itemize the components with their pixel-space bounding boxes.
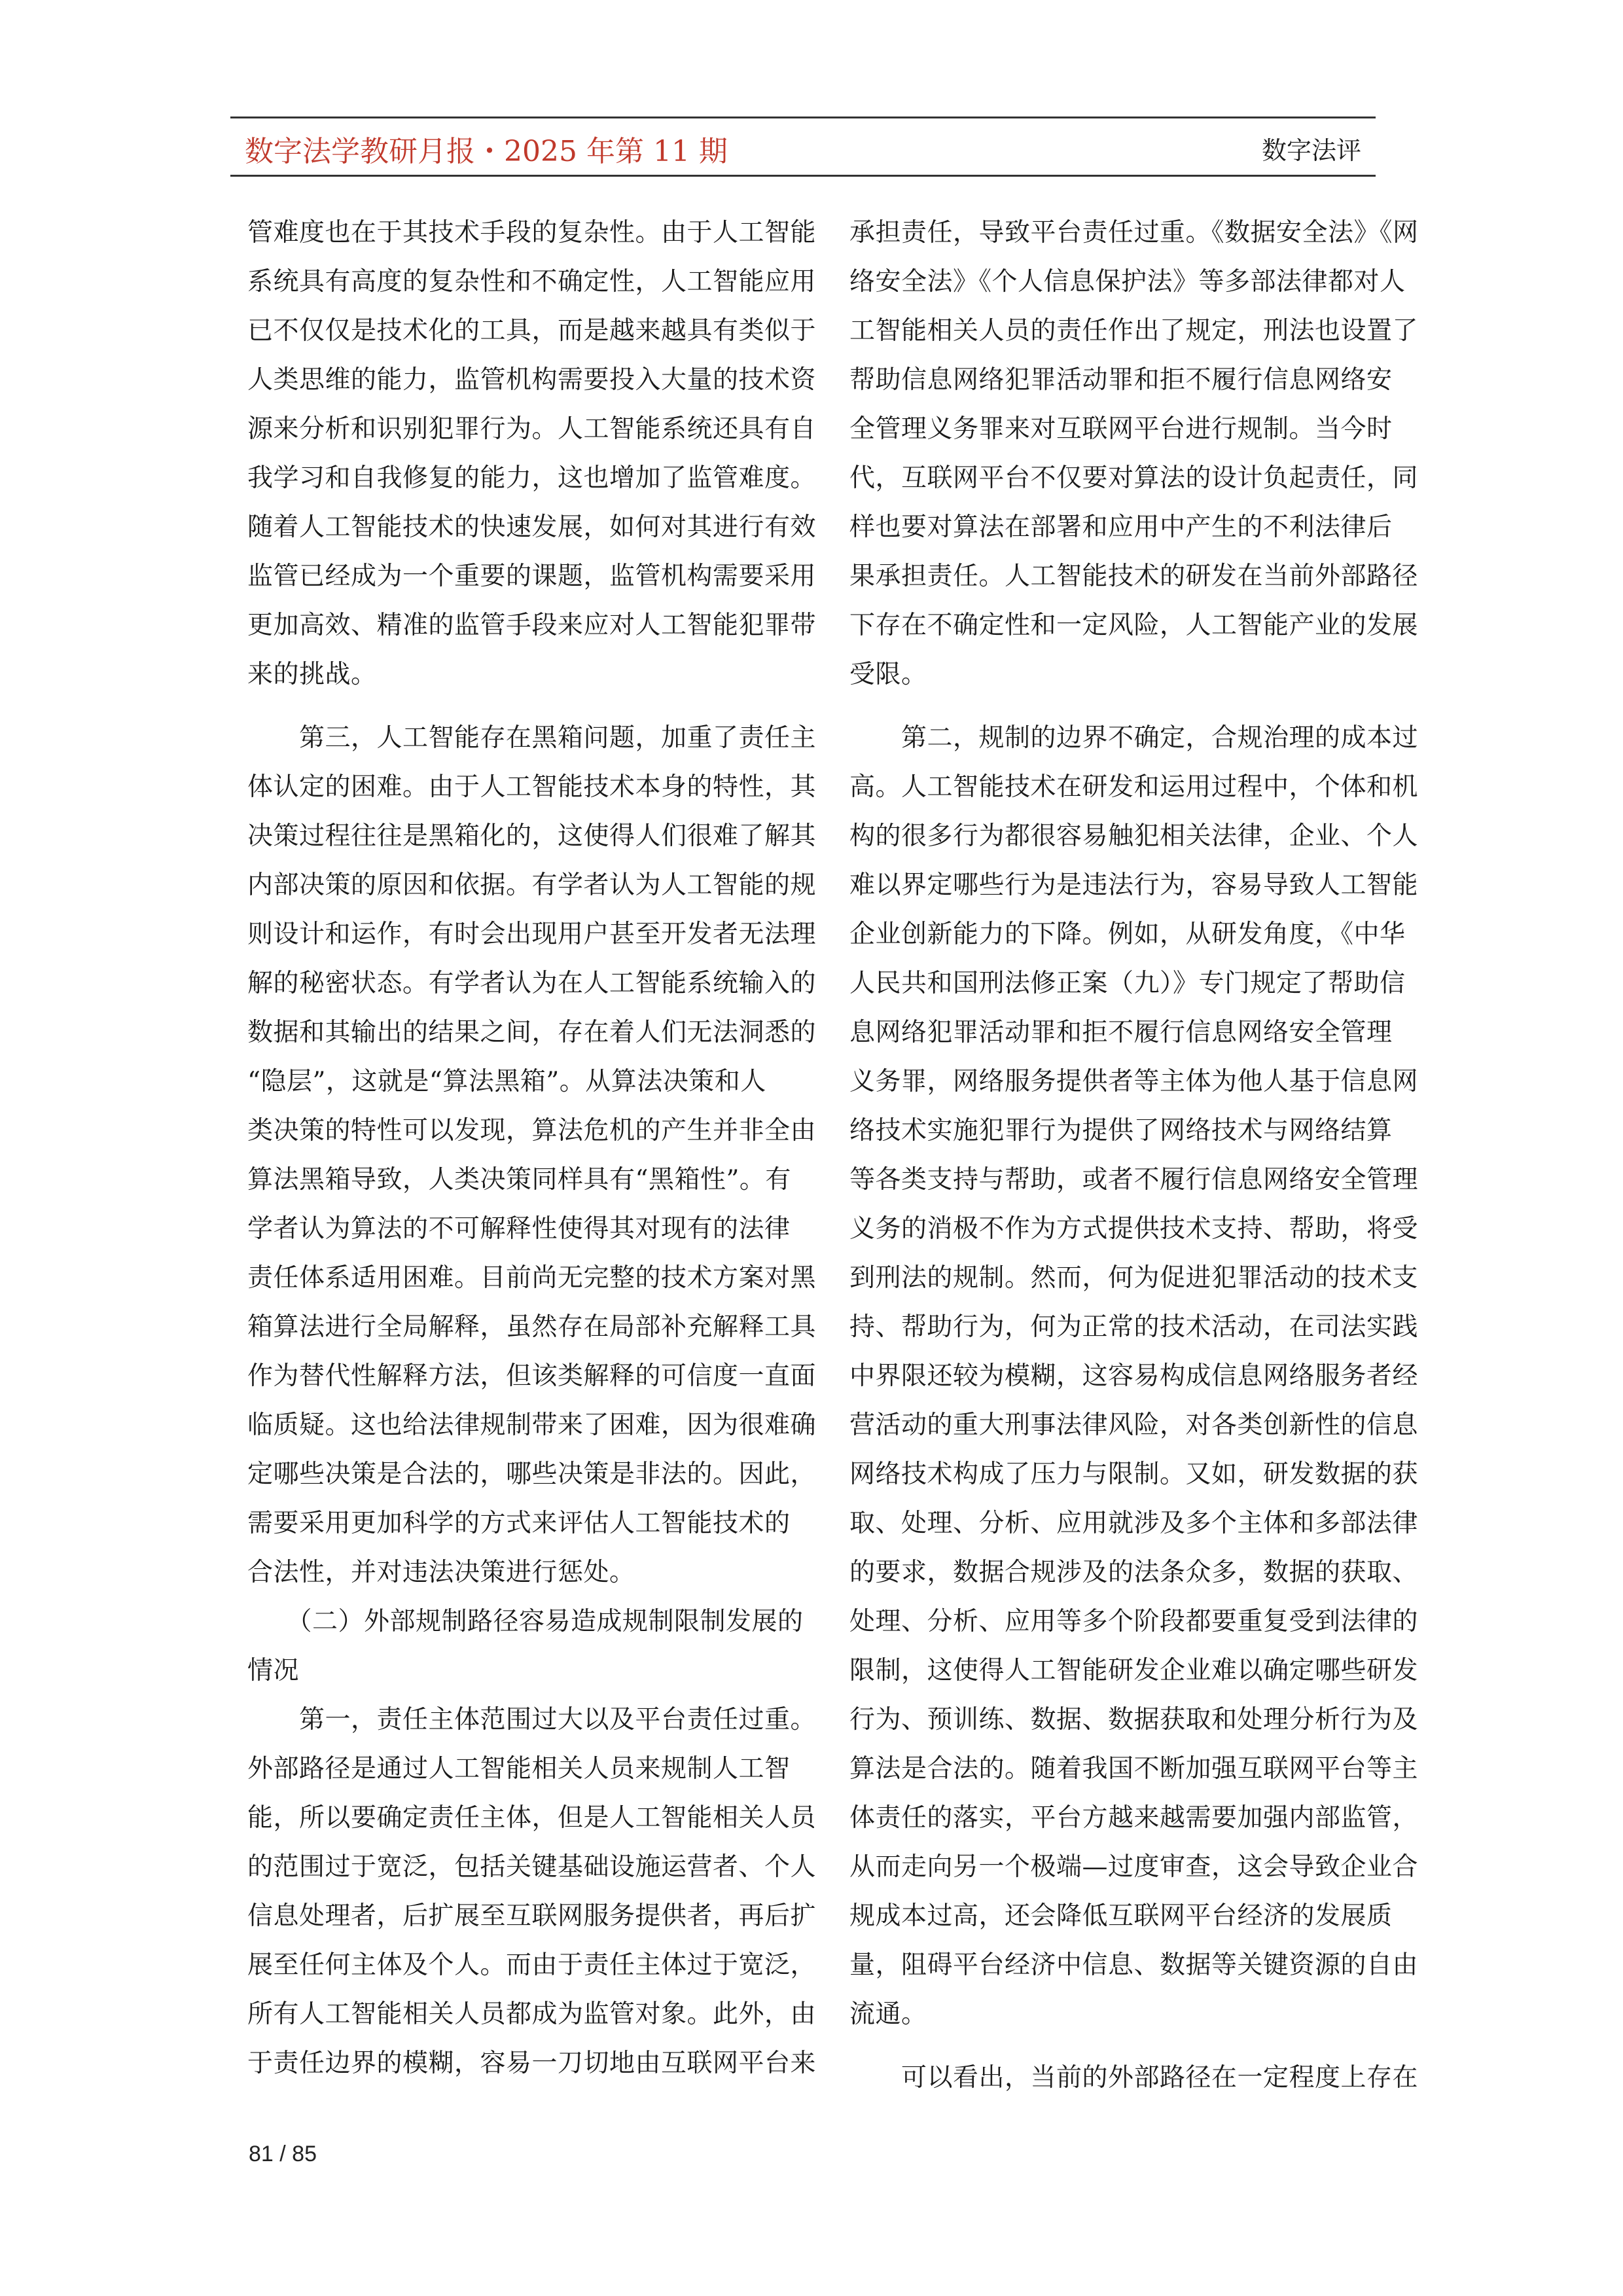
- text-line: 的范围过于宽泛，包括关键基础设施运营者、个人: [247, 1852, 817, 1882]
- text-line: 络技术实施犯罪行为提供了网络技术与网络结算: [849, 1116, 1393, 1145]
- text-line: 体认定的困难。由于人工智能技术本身的特性，其: [247, 772, 817, 802]
- text-line: 企业创新能力的下降。例如，从研发角度，《中华: [849, 920, 1406, 949]
- text-line: 临质疑。这也给法律规制带来了困难，因为很难确: [247, 1410, 817, 1440]
- paragraph-gap: [849, 2039, 1400, 2053]
- text-line: 解的秘密状态。有学者认为在人工智能系统输入的: [247, 969, 817, 998]
- text-line: 类决策的特性可以发现，算法危机的产生并非全由: [247, 1116, 817, 1145]
- text-line: 第三，人工智能存在黑箱问题，加重了责任主: [247, 723, 817, 753]
- text-line: 中界限还较为模糊，这容易构成信息网络服务者经: [849, 1361, 1419, 1391]
- right-column: [849, 208, 1419, 2102]
- text-line: 持、帮助行为，何为正常的技术活动，在司法实践: [849, 1312, 1419, 1342]
- text-line: 息网络犯罪活动罪和拒不履行信息网络安全管理: [849, 1018, 1393, 1047]
- left-column: [247, 208, 817, 2088]
- text-line: 承担责任，导致平台责任过重。《数据安全法》《网: [849, 218, 1419, 247]
- text-line: 算法黑箱导致，人类决策同样具有“黑箱性”。有: [247, 1165, 791, 1194]
- text-line: 第一，责任主体范围过大以及平台责任过重。: [247, 1705, 817, 1734]
- text-line: 构的很多行为都很容易触犯相关法律，企业、个人: [849, 821, 1419, 851]
- text-line: 数据和其输出的结果之间，存在着人们无法洞悉的: [247, 1018, 817, 1047]
- text-line: 我学习和自我修复的能力，这也增加了监管难度。: [247, 463, 817, 493]
- text-line: 络安全法》《个人信息保护法》等多部法律都对人: [849, 267, 1406, 296]
- text-line: 等各类支持与帮助，或者不履行信息网络安全管理: [849, 1165, 1419, 1194]
- text-line: 下存在不确定性和一定风险，人工智能产业的发展: [849, 611, 1419, 640]
- text-line: 外部路径是通过人工智能相关人员来规制人工智: [247, 1754, 791, 1784]
- page-number: 81 / 85: [249, 2142, 317, 2166]
- text-line: 样也要对算法在部署和应用中产生的不利法律后: [849, 512, 1393, 542]
- text-line: 限制，这使得人工智能研发企业难以确定哪些研发: [849, 1656, 1419, 1685]
- text-line: 随着人工智能技术的快速发展，如何对其进行有效: [247, 512, 817, 542]
- text-line: 代，互联网平台不仅要对算法的设计负起责任，同: [849, 463, 1419, 493]
- text-line: 规成本过高，还会降低互联网平台经济的发展质: [849, 1901, 1393, 1931]
- text-line: 义务的消极不作为方式提供技术支持、帮助，将受: [849, 1214, 1419, 1244]
- text-line: 人民共和国刑法修正案（九）》专门规定了帮助信: [849, 969, 1406, 998]
- text-line: 工智能相关人员的责任作出了规定，刑法也设置了: [849, 316, 1419, 346]
- text-line: 行为、预训练、数据、数据获取和处理分析行为及: [849, 1705, 1419, 1734]
- text-line: 学者认为算法的不可解释性使得其对现有的法律: [247, 1214, 791, 1244]
- paragraph-gap: [247, 699, 798, 713]
- running-header: [230, 117, 1376, 177]
- text-line: 的要求，数据合规涉及的法条众多，数据的获取、: [849, 1558, 1419, 1587]
- text-line: 系统具有高度的复杂性和不确定性，人工智能应用: [247, 267, 817, 296]
- text-line: 已不仅仅是技术化的工具，而是越来越具有类似于: [247, 316, 817, 346]
- text-line: 合法性，并对违法决策进行惩处。: [247, 1558, 635, 1587]
- text-line: 责任体系适用困难。目前尚无完整的技术方案对黑: [247, 1263, 817, 1293]
- text-line: 量，阻碍平台经济中信息、数据等关键资源的自由: [849, 1950, 1419, 1980]
- paragraph-gap: [849, 699, 1400, 713]
- section-title: 数字法评: [1261, 136, 1361, 165]
- text-line: （二）外部规制路径容易造成规制限制发展的: [247, 1607, 804, 1636]
- text-line: “隐层”，这就是“算法黑箱”。从算法决策和人: [247, 1067, 766, 1096]
- text-line: 流通。: [849, 2000, 927, 2029]
- text-line: 高。人工智能技术在研发和运用过程中，个体和机: [849, 772, 1419, 802]
- text-line: 取、处理、分析、应用就涉及多个主体和多部法律: [849, 1509, 1419, 1538]
- text-line: 果承担责任。人工智能技术的研发在当前外部路径: [849, 562, 1419, 591]
- text-line: 管难度也在于其技术手段的复杂性。由于人工智能: [247, 218, 817, 247]
- text-line: 信息处理者，后扩展至互联网服务提供者，再后扩: [247, 1901, 817, 1931]
- text-line: 难以界定哪些行为是违法行为，容易导致人工智能: [849, 870, 1419, 900]
- journal-title: 数字法学教研月报・2025 年第 11 期: [245, 135, 728, 168]
- text-line: 定哪些决策是合法的，哪些决策是非法的。因此，: [247, 1460, 817, 1489]
- text-line: 决策过程往往是黑箱化的，这使得人们很难了解其: [247, 821, 817, 851]
- text-line: 营活动的重大刑事法律风险，对各类创新性的信息: [849, 1410, 1419, 1440]
- text-line: 到刑法的规制。然而，何为促进犯罪活动的技术支: [849, 1263, 1419, 1293]
- text-line: 监管已经成为一个重要的课题，监管机构需要采用: [247, 562, 817, 591]
- text-line: 受限。: [849, 660, 927, 689]
- text-line: 网络技术构成了压力与限制。又如，研发数据的获: [849, 1460, 1419, 1489]
- text-line: 人类思维的能力，监管机构需要投入大量的技术资: [247, 365, 817, 395]
- text-line: 展至任何主体及个人。而由于责任主体过于宽泛，: [247, 1950, 817, 1980]
- text-line: 所有人工智能相关人员都成为监管对象。此外，由: [247, 2000, 817, 2029]
- text-line: 全管理义务罪来对互联网平台进行规制。当今时: [849, 414, 1393, 444]
- text-line: 来的挑战。: [247, 660, 377, 689]
- text-line: 可以看出，当前的外部路径在一定程度上存在: [849, 2063, 1419, 2092]
- text-line: 更加高效、精准的监管手段来应对人工智能犯罪带: [247, 611, 817, 640]
- text-line: 内部决策的原因和依据。有学者认为人工智能的规: [247, 870, 817, 900]
- text-line: 处理、分析、应用等多个阶段都要重复受到法律的: [849, 1607, 1419, 1636]
- text-line: 从而走向另一个极端—过度审查，这会导致企业合: [849, 1852, 1419, 1882]
- text-line: 第二，规制的边界不确定，合规治理的成本过: [849, 723, 1419, 753]
- text-line: 算法是合法的。随着我国不断加强互联网平台等主: [849, 1754, 1419, 1784]
- text-line: 体责任的落实，平台方越来越需要加强内部监管，: [849, 1803, 1419, 1833]
- text-line: 义务罪，网络服务提供者等主体为他人基于信息网: [849, 1067, 1419, 1096]
- text-line: 需要采用更加科学的方式来评估人工智能技术的: [247, 1509, 791, 1538]
- text-line: 箱算法进行全局解释，虽然存在局部补充解释工具: [247, 1312, 817, 1342]
- text-line: 作为替代性解释方法，但该类解释的可信度一直面: [247, 1361, 817, 1391]
- text-line: 情况: [247, 1656, 300, 1685]
- text-line: 则设计和运作，有时会出现用户甚至开发者无法理: [247, 920, 817, 949]
- text-line: 源来分析和识别犯罪行为。人工智能系统还具有自: [247, 414, 817, 444]
- text-line: 于责任边界的模糊，容易一刀切地由互联网平台来: [247, 2049, 817, 2078]
- text-line: 能，所以要确定责任主体，但是人工智能相关人员: [247, 1803, 817, 1833]
- text-line: 帮助信息网络犯罪活动罪和拒不履行信息网络安: [849, 365, 1393, 395]
